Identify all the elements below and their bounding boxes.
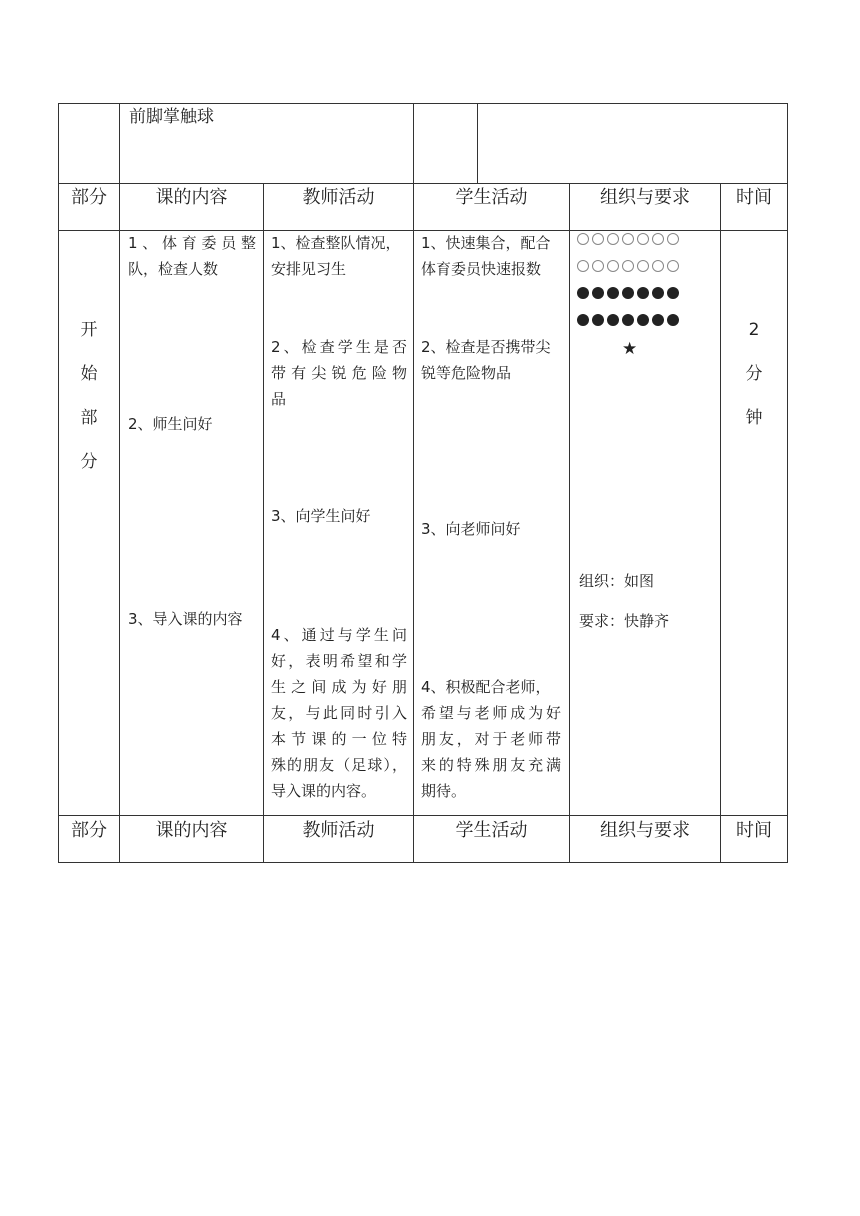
footer-header-content: 课的内容 [155, 820, 228, 841]
teacher-activity: 2、检查学生是否 [271, 338, 407, 356]
footer-header-student: 学生活动 [455, 820, 528, 841]
footer-header-section: 部分 [71, 820, 107, 841]
section-char: 始 [80, 364, 98, 384]
student-open-circle [652, 233, 664, 245]
header-content: 课的内容 [155, 187, 228, 208]
student-activity: 3、向老师问好 [421, 520, 521, 538]
student-filled-circle [607, 314, 619, 326]
student-filled-circle [652, 314, 664, 326]
teacher-activity: 1、检查整队情况， [271, 234, 401, 252]
student-filled-circle [622, 287, 634, 299]
student-open-circle [622, 260, 634, 272]
footer-header-organization: 组织与要求 [600, 820, 690, 841]
section-char: 开 [80, 320, 98, 340]
teacher-activity: 导入课的内容。 [271, 782, 377, 800]
content-item: 3、导入课的内容 [128, 610, 243, 628]
student-activity: 1、快速集合，配合 [421, 234, 551, 252]
formation-row-filled [577, 287, 687, 303]
student-filled-circle [637, 314, 649, 326]
teacher-activity: 3、向学生问好 [271, 507, 371, 525]
table-border [263, 183, 264, 863]
student-open-circle [667, 260, 679, 272]
content-item: 队，检查人数 [128, 260, 219, 278]
table-border [787, 103, 788, 863]
formation-row-open [577, 260, 687, 276]
student-filled-circle [592, 314, 604, 326]
teacher-activity: 品 [271, 390, 287, 408]
teacher-activity: 好，表明希望和学 [271, 652, 407, 670]
header-organization: 组织与要求 [600, 187, 690, 208]
teacher-activity: 安排见习生 [271, 260, 347, 278]
organization-text: 组织：如图 [579, 572, 655, 590]
time-char: 2 [748, 320, 760, 340]
section-label [59, 308, 119, 484]
time-label [724, 308, 784, 440]
student-filled-circle [592, 287, 604, 299]
table-border [720, 183, 721, 863]
student-open-circle [592, 233, 604, 245]
student-open-circle [577, 233, 589, 245]
student-filled-circle [637, 287, 649, 299]
content-item: 2、师生问好 [128, 415, 213, 433]
student-activity: 体育委员快速报数 [421, 260, 542, 278]
lesson-topic: 前脚掌触球 [129, 107, 214, 127]
student-activity: 2、检查是否携带尖 [421, 338, 551, 356]
student-activity: 4、积极配合老师， [421, 678, 551, 696]
student-activity: 锐等危险物品 [421, 364, 512, 382]
footer-header-teacher: 教师活动 [302, 820, 375, 841]
student-activity: 希望与老师成为好 [421, 704, 561, 722]
content-item: 1、体育委员整 [128, 234, 256, 252]
student-filled-circle [652, 287, 664, 299]
time-char: 分 [745, 364, 763, 384]
student-open-circle [607, 260, 619, 272]
table-border [413, 103, 414, 863]
table-border [119, 103, 120, 863]
table-border [477, 103, 478, 183]
teacher-star-icon: ★ [622, 339, 638, 359]
student-open-circle [667, 233, 679, 245]
footer-header-time: 时间 [736, 820, 772, 841]
time-char: 钟 [745, 408, 763, 428]
student-open-circle [637, 260, 649, 272]
teacher-activity: 4、通过与学生问 [271, 626, 407, 644]
table-border [58, 862, 788, 863]
header-teacher: 教师活动 [302, 187, 375, 208]
teacher-activity: 生之间成为好朋 [271, 678, 407, 696]
section-char: 部 [80, 408, 98, 428]
header-student: 学生活动 [455, 187, 528, 208]
header-time: 时间 [736, 187, 772, 208]
table-border [58, 815, 788, 816]
student-filled-circle [622, 314, 634, 326]
student-open-circle [592, 260, 604, 272]
student-activity: 朋友，对于老师带 [421, 730, 561, 748]
student-filled-circle [577, 314, 589, 326]
header-section: 部分 [71, 187, 107, 208]
student-open-circle [607, 233, 619, 245]
teacher-activity: 友，与此同时引入 [271, 704, 407, 722]
table-border [58, 183, 788, 184]
student-open-circle [622, 233, 634, 245]
student-filled-circle [607, 287, 619, 299]
student-open-circle [652, 260, 664, 272]
section-char: 分 [80, 452, 98, 472]
teacher-activity: 本节课的一位特 [271, 730, 407, 748]
student-activity: 期待。 [421, 782, 467, 800]
student-filled-circle [577, 287, 589, 299]
requirement-text: 要求：快静齐 [579, 612, 670, 630]
formation-row-open [577, 233, 687, 249]
student-open-circle [577, 260, 589, 272]
student-open-circle [637, 233, 649, 245]
student-filled-circle [667, 287, 679, 299]
table-border [569, 183, 570, 863]
teacher-activity: 带有尖锐危险物 [271, 364, 407, 382]
formation-row-filled [577, 314, 687, 330]
student-activity: 来的特殊朋友充满 [421, 756, 561, 774]
teacher-activity: 殊的朋友（足球）， [271, 756, 407, 774]
student-filled-circle [667, 314, 679, 326]
